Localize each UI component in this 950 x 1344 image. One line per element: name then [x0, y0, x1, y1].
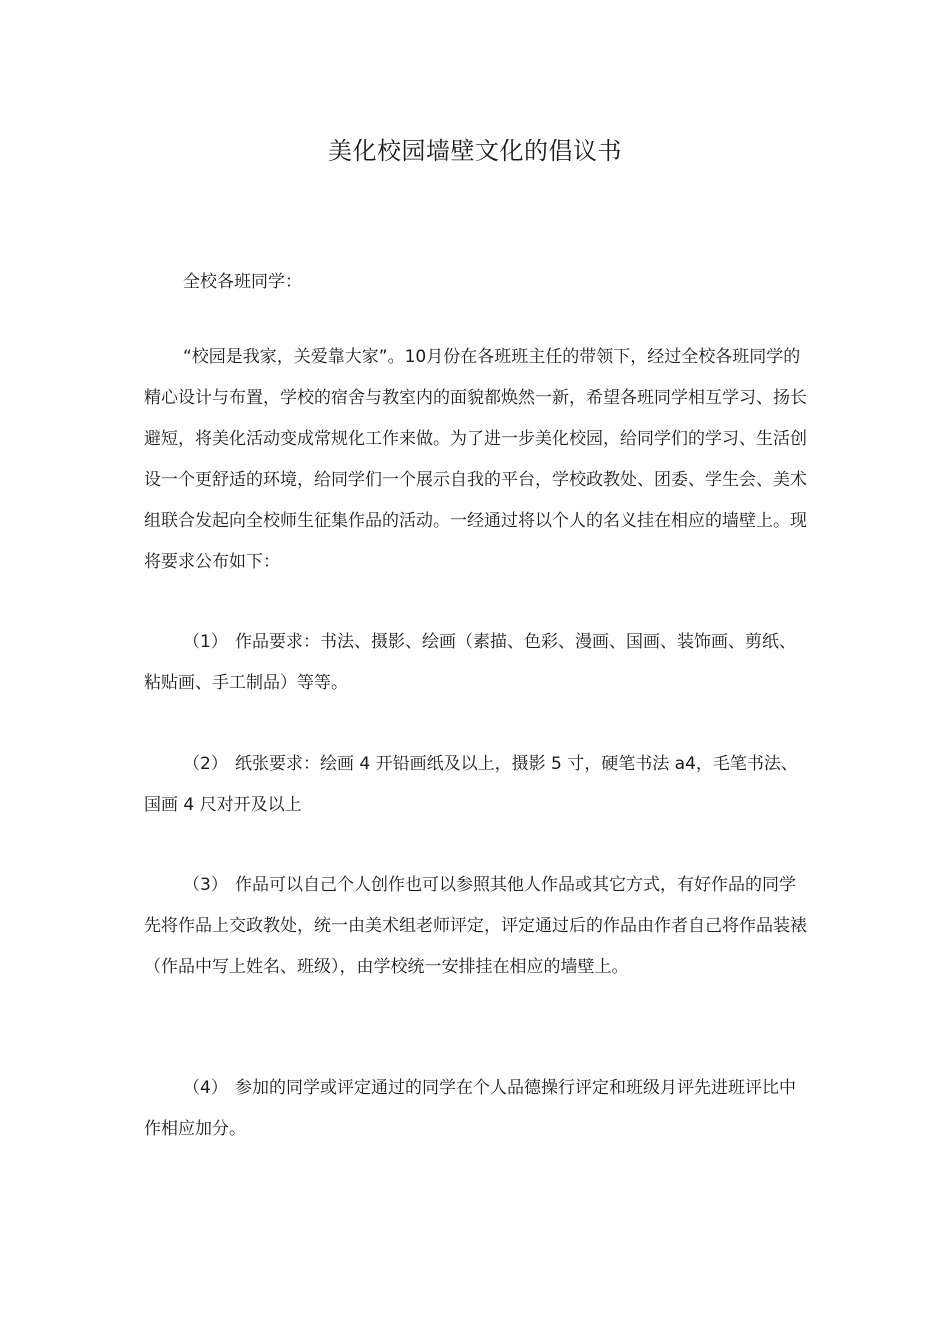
item-text: 参加的同学或评定通过的同学在个人品德操行评定和班级月评先进班评比中作相应加分。 [144, 1078, 796, 1139]
item-number: （1） [183, 632, 228, 652]
item-number: （4） [183, 1078, 228, 1098]
requirement-item-3 [144, 865, 808, 988]
intro-paragraph: “校园是我家，关爱靠大家”。10月份在各班班主任的带领下，经过全校各班同学的精心设计与布置，学校的宿舍与教室内的面貌都焕然一新，希望各班同学相互学习、扬长避短，将美化活动变成常规化工作来做。为了进一步美化校园，给同学们的学习、生活创设一个更舒适的环境，给同学们一个展示自我的平台，学校政教处、团委、学生会、美术组联合发起向全校师生征集作品的活动。一经通过将以个人的名义挂在相应的墙壁上。现将要求公布如下： [144, 347, 807, 572]
requirement-item-1 [144, 622, 808, 704]
item-text: 作品要求：书法、摄影、绘画（素描、色彩、漫画、国画、装饰画、剪纸、粘贴画、手工制品）等等。 [144, 632, 796, 693]
item-text: 纸张要求：绘画 4 开铅画纸及以上，摄影 5 寸，硬笔书法 a4，毛笔书法、国画 4 尺对开及以上 [144, 754, 798, 815]
requirement-item-2 [144, 744, 808, 826]
item-number: （3） [183, 875, 228, 895]
salutation: 全校各班同学： [183, 272, 302, 292]
requirement-item-4 [144, 1068, 808, 1150]
document-title: 美化校园墙壁文化的倡议书 [328, 137, 622, 165]
item-number: （2） [183, 754, 228, 774]
item-text: 作品可以自己个人创作也可以参照其他人作品或其它方式，有好作品的同学先将作品上交政教处，统一由美术组老师评定，评定通过后的作品由作者自己将作品装裱（作品中写上姓名、班级），由学校统一安排挂在相应的墙壁上。 [144, 875, 807, 977]
